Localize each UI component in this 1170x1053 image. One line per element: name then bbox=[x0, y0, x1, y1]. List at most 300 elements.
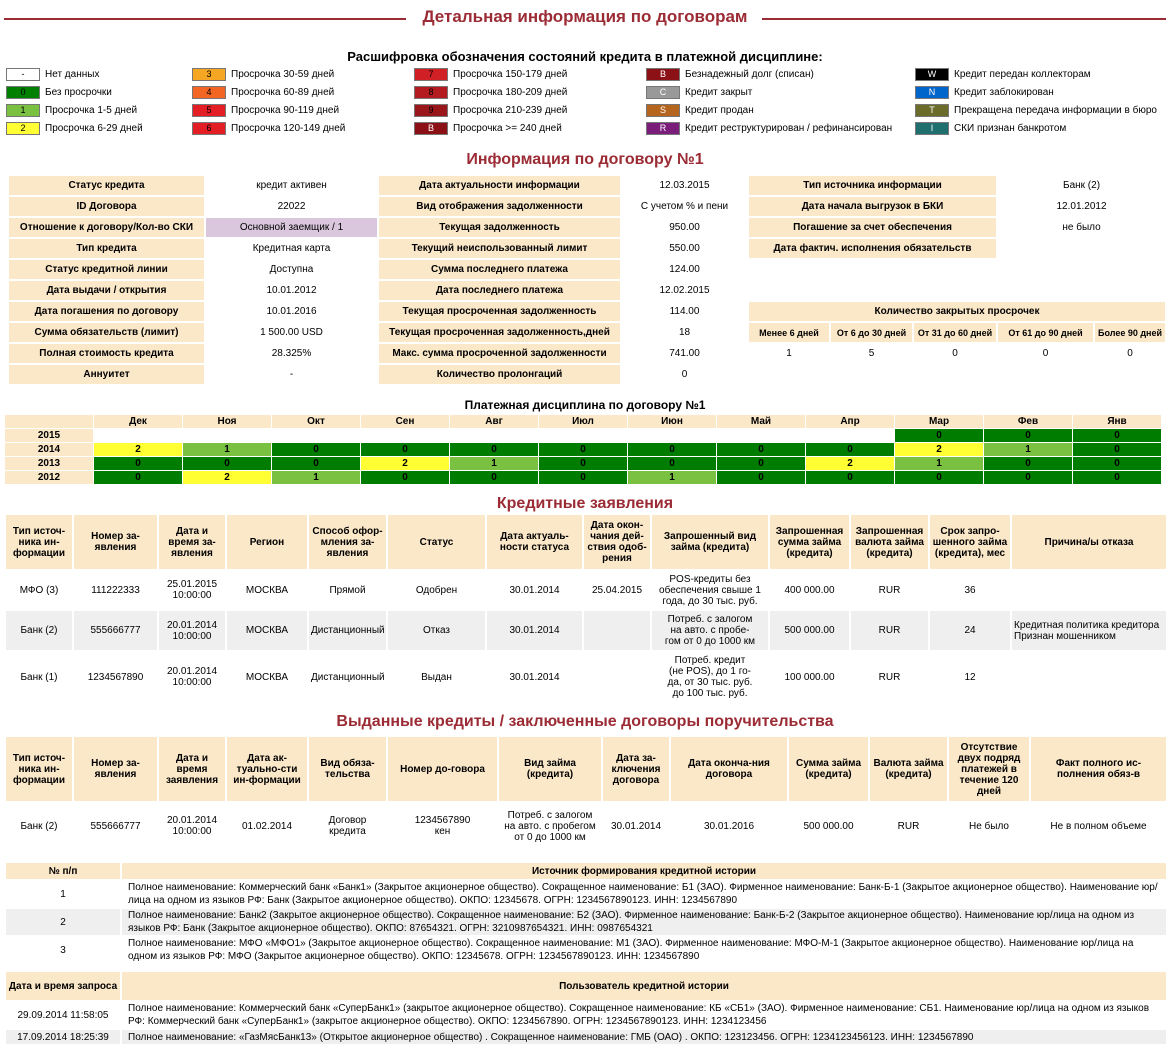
contract-value: 0 bbox=[621, 364, 748, 385]
table-cell: 1234567890 bbox=[73, 651, 158, 703]
users-table bbox=[4, 970, 1168, 1046]
legend-swatch: N bbox=[915, 86, 949, 99]
empty-cell bbox=[748, 364, 1166, 385]
table-cell: 400 000.00 bbox=[769, 570, 850, 610]
discipline-cell: 1 bbox=[628, 471, 717, 485]
contract-label: ID Договора bbox=[8, 196, 205, 217]
contract-value: - bbox=[205, 364, 378, 385]
table-cell: 500 000.00 bbox=[769, 610, 850, 651]
discipline-cell: 2 bbox=[806, 457, 895, 471]
column-header: Запрошенная сумма займа (кредита) bbox=[769, 514, 850, 570]
discipline-cell: 0 bbox=[717, 457, 806, 471]
legend-swatch: 3 bbox=[192, 68, 226, 81]
table-cell bbox=[1011, 651, 1167, 703]
column-header: Валюта займа (кредита) bbox=[869, 736, 948, 802]
legend-item bbox=[6, 120, 143, 136]
contract-label: Аннуитет bbox=[8, 364, 205, 385]
legend-item bbox=[414, 120, 562, 136]
contract-value: 124.00 bbox=[621, 259, 748, 280]
table-row bbox=[5, 1001, 1167, 1029]
column-header: Дата окон-чания дей-ствия одоб-рения bbox=[583, 514, 651, 570]
discipline-cell: 0 bbox=[272, 443, 361, 457]
legend-label: Просрочка 60-89 дней bbox=[231, 86, 335, 98]
table-cell: 111222333 bbox=[73, 570, 158, 610]
contract-row bbox=[8, 301, 1166, 322]
closed-value: 0 bbox=[1094, 343, 1166, 364]
main-title-bar bbox=[0, 6, 1170, 30]
legend-item bbox=[6, 84, 112, 100]
contract-label: Текущий неиспользованный лимит bbox=[378, 238, 621, 259]
legend-item bbox=[6, 102, 137, 118]
contract-label: Количество пролонгаций bbox=[378, 364, 621, 385]
contract-value: 1 500.00 USD bbox=[205, 322, 378, 343]
table-cell: Банк (1) bbox=[5, 651, 73, 703]
column-header: Способ офор-мления за-явления bbox=[308, 514, 387, 570]
discipline-cell: 2 bbox=[361, 457, 450, 471]
contract-value: не было bbox=[997, 217, 1166, 238]
contract-label: Дата погашения по договору bbox=[8, 301, 205, 322]
discipline-cell: 0 bbox=[539, 471, 628, 485]
table-cell: RUR bbox=[850, 570, 929, 610]
column-header: Номер до-говора bbox=[387, 736, 498, 802]
month-header: Окт bbox=[272, 415, 361, 429]
legend-label: Просрочка 1-5 дней bbox=[45, 104, 138, 116]
legend-label: Кредит продан bbox=[685, 104, 754, 116]
row-key: 29.09.2014 11:58:05 bbox=[5, 1001, 121, 1029]
table-cell: 30.01.2014 bbox=[486, 570, 583, 610]
contract-value: 550.00 bbox=[621, 238, 748, 259]
legend-swatch: - bbox=[6, 68, 40, 81]
table-cell: МОСКВА bbox=[226, 651, 308, 703]
table-cell: 500 000.00 bbox=[788, 802, 869, 850]
discipline-cell: 0 bbox=[94, 471, 183, 485]
month-header: Янв bbox=[1073, 415, 1162, 429]
legend-title: Расшифровка обозначения состояний кредита в платежной дисциплине: bbox=[347, 49, 823, 64]
column-header: Вид займа (кредита) bbox=[498, 736, 602, 802]
discipline-cell bbox=[628, 429, 717, 443]
legend-item bbox=[414, 84, 567, 100]
column-header: Отсутствие двух подряд платежей в течение 120 дней bbox=[948, 736, 1030, 802]
legend-swatch: 9 bbox=[414, 104, 448, 117]
legend-label: Просрочка 120-149 дней bbox=[231, 122, 346, 134]
table-cell: МФО (3) bbox=[5, 570, 73, 610]
row-key: 1 bbox=[5, 880, 121, 908]
discipline-cell: 0 bbox=[717, 471, 806, 485]
discipline-title: Платежная дисциплина по договору №1 bbox=[464, 398, 706, 412]
table-cell: 01.02.2014 bbox=[226, 802, 308, 850]
table-cell: Не было bbox=[948, 802, 1030, 850]
contract-value: Кредитная карта bbox=[205, 238, 378, 259]
month-header: Мар bbox=[895, 415, 984, 429]
legend-label: Нет данных bbox=[45, 68, 100, 80]
legend-swatch: R bbox=[646, 122, 680, 135]
column-header: Номер за-явления bbox=[73, 514, 158, 570]
column-header: Запрошенный вид займа (кредита) bbox=[651, 514, 769, 570]
table-cell: 30.01.2014 bbox=[486, 610, 583, 651]
legend-label: Просрочка 150-179 дней bbox=[453, 68, 568, 80]
month-header: Апр bbox=[806, 415, 895, 429]
contract-label: Тип источника информации bbox=[748, 175, 997, 196]
legend-item bbox=[646, 84, 752, 100]
discipline-cell bbox=[450, 429, 539, 443]
month-header: Июл bbox=[539, 415, 628, 429]
row-text: Полное наименование: МФО «МФО1» (Закрытое акционерное общество). Сокращенное наименование: М1 (ЗАО). Фирменное наименование: МФО-М-1 (Закрытое акционерное общество). Наименование юр/лица на одном из языков РФ: МФО (Закрытое акционерное общество). ОКПО: 12345678. ОГРН: 1234567890123. ИНН: 1234567890 bbox=[121, 936, 1167, 964]
table-row bbox=[5, 570, 1167, 610]
column-header: Регион bbox=[226, 514, 308, 570]
table-cell: Банк (2) bbox=[5, 610, 73, 651]
contract-label: Вид отображения задолженности bbox=[378, 196, 621, 217]
table-row bbox=[5, 908, 1167, 936]
table-cell: POS-кредиты без обеспечения свыше 1 года, до 30 тыс. руб. bbox=[651, 570, 769, 610]
table-cell: 555666777 bbox=[73, 610, 158, 651]
discipline-cell bbox=[272, 429, 361, 443]
discipline-cell bbox=[361, 429, 450, 443]
discipline-corner bbox=[5, 415, 94, 429]
legend-label: Просрочка >= 240 дней bbox=[453, 122, 562, 134]
closed-value: 5 bbox=[830, 343, 913, 364]
contract-value: 12.02.2015 bbox=[621, 280, 748, 301]
discipline-cell: 0 bbox=[628, 443, 717, 457]
column-header: Вид обяза-тельства bbox=[308, 736, 387, 802]
legend-item bbox=[414, 102, 567, 118]
contract-label: Тип кредита bbox=[8, 238, 205, 259]
contract-value bbox=[997, 238, 1166, 259]
legend-label: Просрочка 6-29 дней bbox=[45, 122, 143, 134]
table-cell: Потреб. с залогом на авто. с пробе- гом от 0 до 1000 км bbox=[651, 610, 769, 651]
contract-row bbox=[8, 343, 1166, 364]
row-text: Полное наименование: Банк2 (Закрытое акционерное общество). Сокращенное наименование: Б2 (ЗАО). Фирменное наименование: Банк-Б-2 (Закрытое акционерное общество). Наименование юр/лица на одном из языков РФ: Банк (Закрытое акционерное общество). ОКПО: 87654321. ОГРН: 3210987654321. ИНН: 0987654321 bbox=[121, 908, 1167, 936]
legend-item bbox=[192, 120, 345, 136]
legend-swatch: B bbox=[414, 122, 448, 135]
table-cell: 100 000.00 bbox=[769, 651, 850, 703]
table-cell: Не в полном объеме bbox=[1030, 802, 1167, 850]
closed-header: Более 90 дней bbox=[1094, 322, 1166, 343]
table-cell: МОСКВА bbox=[226, 570, 308, 610]
table-row bbox=[5, 610, 1167, 651]
discipline-cell: 0 bbox=[628, 457, 717, 471]
discipline-cell: 0 bbox=[984, 457, 1073, 471]
column-header: Номер за-явления bbox=[73, 736, 158, 802]
legend-item bbox=[915, 66, 1091, 82]
table-cell: 30.01.2014 bbox=[602, 802, 670, 850]
table-cell: 12 bbox=[929, 651, 1011, 703]
year-label: 2015 bbox=[5, 429, 94, 443]
discipline-cell: 0 bbox=[94, 457, 183, 471]
discipline-cell: 0 bbox=[450, 471, 539, 485]
contract-value: 741.00 bbox=[621, 343, 748, 364]
contract-row bbox=[8, 238, 1166, 259]
row-text: Полное наименование: «ГазМясБанк13» (Открытое акционерное общество) . Сокращенное наименование: ГМБ (ОАО) . ОКПО: 123123456. ОГРН: 1234123456123. ИНН: 1234567890 bbox=[121, 1029, 1167, 1045]
discipline-cell bbox=[94, 429, 183, 443]
month-header: Сен bbox=[361, 415, 450, 429]
table-row bbox=[5, 802, 1167, 850]
contract-label: Текущая просроченная задолженность bbox=[378, 301, 621, 322]
discipline-cell: 0 bbox=[450, 443, 539, 457]
contract-label: Дата последнего платежа bbox=[378, 280, 621, 301]
legend-item bbox=[414, 66, 567, 82]
legend-swatch: 6 bbox=[192, 122, 226, 135]
legend-item bbox=[192, 66, 334, 82]
legend-item bbox=[192, 102, 339, 118]
table-cell: 24 bbox=[929, 610, 1011, 651]
discipline-cell bbox=[806, 429, 895, 443]
legend-label: Просрочка 90-119 дней bbox=[231, 104, 340, 116]
contract-value: Основной заемщик / 1 bbox=[205, 217, 378, 238]
contract-label: Текущая просроченная задолженность,дней bbox=[378, 322, 621, 343]
discipline-cell: 1 bbox=[183, 443, 272, 457]
legend-label: Кредит закрыт bbox=[685, 86, 753, 98]
year-label: 2012 bbox=[5, 471, 94, 485]
contract-label: Дата выдачи / открытия bbox=[8, 280, 205, 301]
legend-item bbox=[915, 120, 1066, 136]
column-header: Дата и время за-явления bbox=[158, 514, 226, 570]
legend-swatch: B bbox=[646, 68, 680, 81]
discipline-cell: 0 bbox=[1073, 471, 1162, 485]
year-label: 2014 bbox=[5, 443, 94, 457]
discipline-cell bbox=[717, 429, 806, 443]
table-cell: Одобрен bbox=[387, 570, 486, 610]
column-header: Дата оконча-ния договора bbox=[670, 736, 788, 802]
legend-swatch: I bbox=[915, 122, 949, 135]
contract-row bbox=[8, 280, 1166, 301]
row-key: 3 bbox=[5, 936, 121, 964]
discipline-cell: 0 bbox=[1073, 457, 1162, 471]
title-rule-right bbox=[762, 18, 1166, 20]
contract-value: 18 bbox=[621, 322, 748, 343]
contract-value: 10.01.2016 bbox=[205, 301, 378, 322]
table-cell: Выдан bbox=[387, 651, 486, 703]
discipline-cell: 0 bbox=[361, 471, 450, 485]
legend-label: Кредит передан коллекторам bbox=[954, 68, 1091, 80]
contract-label: Сумма обязательств (лимит) bbox=[8, 322, 205, 343]
column-header: Тип источ-ника ин-формации bbox=[5, 514, 73, 570]
legend-swatch: 2 bbox=[6, 122, 40, 135]
contract-title: Информация по договору №1 bbox=[466, 151, 704, 168]
table-cell: RUR bbox=[850, 610, 929, 651]
column-header: Запрошенная валюта займа (кредита) bbox=[850, 514, 929, 570]
discipline-cell: 0 bbox=[806, 443, 895, 457]
table-cell: 30.01.2016 bbox=[670, 802, 788, 850]
table-cell: RUR bbox=[850, 651, 929, 703]
discipline-cell: 0 bbox=[361, 443, 450, 457]
legend-swatch: C bbox=[646, 86, 680, 99]
column-header: Факт полного ис-полнения обяз-в bbox=[1030, 736, 1167, 802]
contract-value: Доступна bbox=[205, 259, 378, 280]
legend-swatch: T bbox=[915, 104, 949, 117]
contract-row bbox=[8, 217, 1166, 238]
discipline-cell: 0 bbox=[1073, 429, 1162, 443]
year-label: 2013 bbox=[5, 457, 94, 471]
contract-value: 12.01.2012 bbox=[997, 196, 1166, 217]
contract-row bbox=[8, 175, 1166, 196]
discipline-cell: 0 bbox=[1073, 443, 1162, 457]
legend-label: Без просрочки bbox=[45, 86, 112, 98]
legend-label: Безнадежный долг (списан) bbox=[685, 68, 814, 80]
discipline-cell: 0 bbox=[984, 471, 1073, 485]
legend-swatch: S bbox=[646, 104, 680, 117]
discipline-cell: 1 bbox=[984, 443, 1073, 457]
discipline-cell: 0 bbox=[984, 429, 1073, 443]
contract-row bbox=[8, 322, 1166, 343]
table-cell: Потреб. кредит (не POS), до 1 го- да, от 30 тыс. руб. до 100 тыс. руб. bbox=[651, 651, 769, 703]
table-cell bbox=[583, 651, 651, 703]
discipline-cell bbox=[183, 429, 272, 443]
closed-header: От 61 до 90 дней bbox=[997, 322, 1094, 343]
month-header: Авг bbox=[450, 415, 539, 429]
table-cell: Дистанционный bbox=[308, 651, 387, 703]
discipline-cell: 1 bbox=[895, 457, 984, 471]
closed-header: От 31 до 60 дней bbox=[913, 322, 997, 343]
discipline-cell bbox=[539, 429, 628, 443]
legend-item bbox=[192, 84, 334, 100]
table-cell: 20.01.2014 10:00:00 bbox=[158, 802, 226, 850]
month-header: Дек bbox=[94, 415, 183, 429]
discipline-cell: 1 bbox=[450, 457, 539, 471]
legend-label: Просрочка 210-239 дней bbox=[453, 104, 568, 116]
month-header: Ноя bbox=[183, 415, 272, 429]
contract-value: С учетом % и пени bbox=[621, 196, 748, 217]
contract-value: 22022 bbox=[205, 196, 378, 217]
table-cell bbox=[583, 610, 651, 651]
discipline-cell: 2 bbox=[94, 443, 183, 457]
discipline-cell: 1 bbox=[272, 471, 361, 485]
column-header: Срок запро-шенного займа (кредита), мес bbox=[929, 514, 1011, 570]
table-cell: 20.01.2014 10:00:00 bbox=[158, 610, 226, 651]
table-cell: 20.01.2014 10:00:00 bbox=[158, 651, 226, 703]
legend-swatch: 8 bbox=[414, 86, 448, 99]
legend-item bbox=[646, 102, 754, 118]
contract-label: Статус кредитной линии bbox=[8, 259, 205, 280]
contract-label: Макс. сумма просроченной задолженности bbox=[378, 343, 621, 364]
contract-label: Дата начала выгрузок в БКИ bbox=[748, 196, 997, 217]
contract-value: 114.00 bbox=[621, 301, 748, 322]
contract-label: Погашение за счет обеспечения bbox=[748, 217, 997, 238]
table-cell: Банк (2) bbox=[5, 802, 73, 850]
sources-table bbox=[4, 861, 1168, 965]
legend-swatch: 1 bbox=[6, 104, 40, 117]
contract-label: Дата фактич. исполнения обязательств bbox=[748, 238, 997, 259]
column-header: Дата ак-туально-сти ин-формации bbox=[226, 736, 308, 802]
column-header: Причина/ы отказа bbox=[1011, 514, 1167, 570]
legend-swatch: W bbox=[915, 68, 949, 81]
legend-swatch: 7 bbox=[414, 68, 448, 81]
page-title: Детальная информация по договорам bbox=[422, 7, 748, 26]
row-text: Полное наименование: Коммерческий банк «Банк1» (Закрытое акционерное общество). Сокращенное наименование: Б1 (ЗАО). Фирменное наименование: Банк-Б-1 (Закрытое акционерное общество). Наименование юр/лица на одном из языков РФ: Банк (Закрытое акционерное общество). ОКПО: 12345678. ОГРН: 1234567890123. ИНН: 1234567890 bbox=[121, 880, 1167, 908]
legend-label: Просрочка 180-209 дней bbox=[453, 86, 568, 98]
discipline-cell: 2 bbox=[183, 471, 272, 485]
discipline-cell: 0 bbox=[717, 443, 806, 457]
discipline-cell: 0 bbox=[272, 457, 361, 471]
legend-item bbox=[915, 102, 1157, 118]
row-key: 17.09.2014 18:25:39 bbox=[5, 1029, 121, 1045]
legend-item bbox=[6, 66, 99, 82]
issued-title: Выданные кредиты / заключенные договоры поручительства bbox=[336, 713, 834, 730]
issued-table bbox=[4, 735, 1168, 851]
column-header: Дата за-ключения договора bbox=[602, 736, 670, 802]
table-cell: 25.04.2015 bbox=[583, 570, 651, 610]
month-header: Май bbox=[717, 415, 806, 429]
contract-row bbox=[8, 364, 1166, 385]
discipline-cell: 0 bbox=[539, 443, 628, 457]
table-cell: 1234567890 кен bbox=[387, 802, 498, 850]
table-cell: Кредитная политика кредитора Признан мошенником bbox=[1011, 610, 1167, 651]
discipline-cell: 0 bbox=[183, 457, 272, 471]
closed-header: Менее 6 дней bbox=[748, 322, 830, 343]
legend-swatch: 5 bbox=[192, 104, 226, 117]
applications-title: Кредитные заявления bbox=[496, 495, 674, 512]
contract-info-table bbox=[7, 174, 1167, 386]
applications-table bbox=[4, 513, 1168, 704]
table-cell: Отказ bbox=[387, 610, 486, 651]
table-row bbox=[5, 651, 1167, 703]
discipline-cell: 0 bbox=[895, 471, 984, 485]
month-header: Июн bbox=[628, 415, 717, 429]
column-header: Дата актуаль-ности статуса bbox=[486, 514, 583, 570]
legend-item bbox=[915, 84, 1054, 100]
contract-value: 12.03.2015 bbox=[621, 175, 748, 196]
table-cell: 30.01.2014 bbox=[486, 651, 583, 703]
legend-label: СКИ признан банкротом bbox=[954, 122, 1067, 134]
contract-label: Полная стоимость кредита bbox=[8, 343, 205, 364]
column-header: № п/п bbox=[5, 862, 121, 880]
column-header: Дата и время заявления bbox=[158, 736, 226, 802]
contract-label: Статус кредита bbox=[8, 175, 205, 196]
contract-row bbox=[8, 196, 1166, 217]
column-header: Сумма займа (кредита) bbox=[788, 736, 869, 802]
contract-value: Банк (2) bbox=[997, 175, 1166, 196]
table-row bbox=[5, 1029, 1167, 1045]
contract-label: Отношение к договору/Кол-во СКИ bbox=[8, 217, 205, 238]
contract-value: 10.01.2012 bbox=[205, 280, 378, 301]
legend-label: Просрочка 30-59 дней bbox=[231, 68, 335, 80]
closed-value: 0 bbox=[913, 343, 997, 364]
table-cell: Прямой bbox=[308, 570, 387, 610]
empty-cell bbox=[748, 259, 1166, 280]
discipline-cell: 0 bbox=[806, 471, 895, 485]
contract-row bbox=[8, 259, 1166, 280]
month-header: Фев bbox=[984, 415, 1073, 429]
legend-label: Кредит заблокирован bbox=[954, 86, 1054, 98]
legend-label: Кредит реструктурирован / рефинансирован bbox=[685, 122, 893, 134]
closed-value: 0 bbox=[997, 343, 1094, 364]
row-key: 2 bbox=[5, 908, 121, 936]
contract-label: Текущая задолженность bbox=[378, 217, 621, 238]
row-text: Полное наименование: Коммерческий банк «СуперБанк1» (закрытое акционерное общество). Сокращенное наименование: КБ «СБ1» (ЗАО). Фирменное наименование: СБ1. Наименование юр/лица на одном из языков РФ: Коммерческий банк «СуперБанк1» (закрытое акционерное общество). ОКПО: 1234567890. ОГРН: 1234567890123. ИНН: 1234123456 bbox=[121, 1001, 1167, 1029]
table-cell bbox=[1011, 570, 1167, 610]
closed-value: 1 bbox=[748, 343, 830, 364]
table-row bbox=[5, 880, 1167, 908]
table-cell: МОСКВА bbox=[226, 610, 308, 651]
legend-item bbox=[646, 120, 892, 136]
table-cell: Договор кредита bbox=[308, 802, 387, 850]
closed-header: От 6 до 30 дней bbox=[830, 322, 913, 343]
contract-label: Сумма последнего платежа bbox=[378, 259, 621, 280]
contract-value: кредит активен bbox=[205, 175, 378, 196]
table-cell: RUR bbox=[869, 802, 948, 850]
closed-title: Количество закрытых просрочек bbox=[748, 301, 1166, 322]
discipline-cell: 0 bbox=[539, 457, 628, 471]
legend-label: Прекращена передача информации в бюро bbox=[954, 104, 1157, 116]
column-header: Источник формирования кредитной истории bbox=[121, 862, 1167, 880]
column-header: Пользователь кредитной истории bbox=[121, 971, 1167, 1001]
table-cell: Потреб. с залогом на авто. с пробегом от 0 до 1000 км bbox=[498, 802, 602, 850]
legend-swatch: 4 bbox=[192, 86, 226, 99]
contract-value: 950.00 bbox=[621, 217, 748, 238]
contract-label: Дата актуальности информации bbox=[378, 175, 621, 196]
column-header: Тип источ-ника ин-формации bbox=[5, 736, 73, 802]
contract-value: 28.325% bbox=[205, 343, 378, 364]
legend-item bbox=[646, 66, 814, 82]
